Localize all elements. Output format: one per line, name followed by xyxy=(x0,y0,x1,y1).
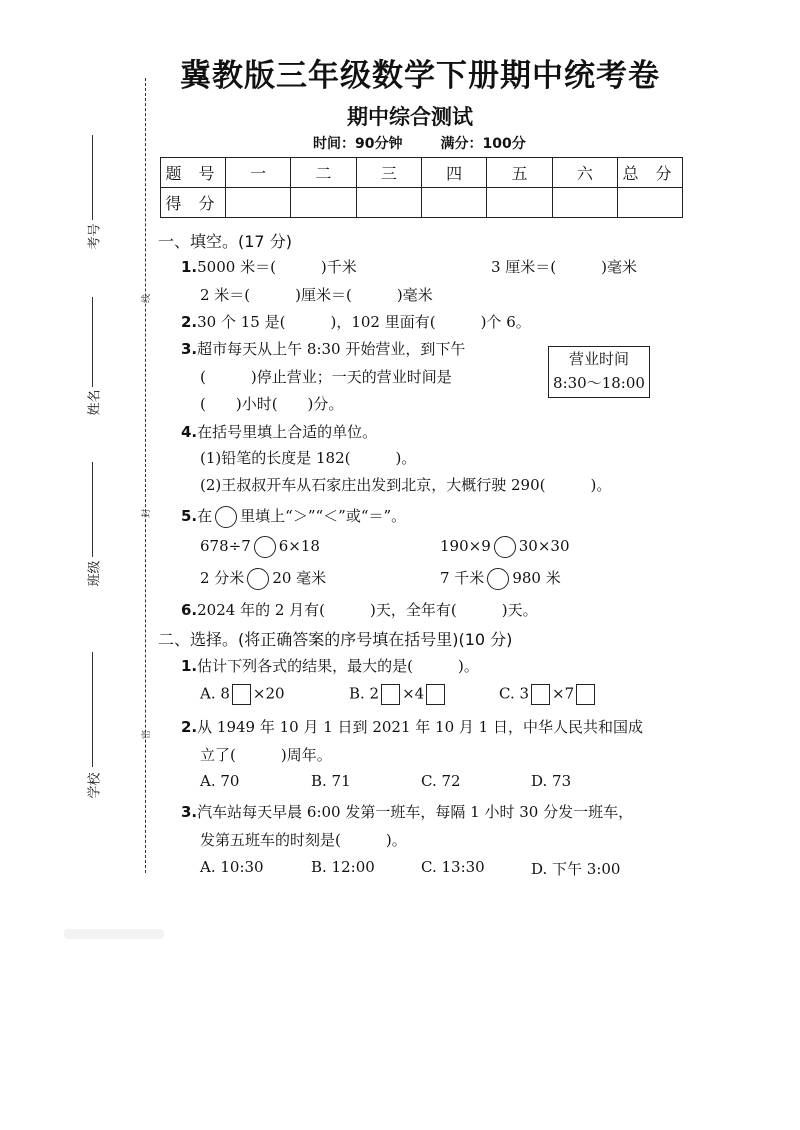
option-a xyxy=(200,684,285,705)
class-line xyxy=(92,462,93,557)
compare-right: 20 毫米 xyxy=(272,569,327,587)
question-text: 超市每天从上午 8:30 开始营业，到下午 xyxy=(197,340,466,358)
question-number: 3. xyxy=(181,340,198,358)
question-text: 5000 米＝( )千米 xyxy=(197,258,357,276)
option-text: ×20 xyxy=(252,684,285,703)
option-d: D. 73 xyxy=(531,772,572,790)
school-line xyxy=(92,652,93,767)
business-hours-title: 营业时间 xyxy=(568,350,629,368)
class-label: 班级 xyxy=(87,560,103,587)
option-text: A. 8 xyxy=(200,684,230,703)
compare-left: 2 分米 xyxy=(200,569,245,587)
option-text: B. 2 xyxy=(349,684,380,703)
option-c: C. 72 xyxy=(421,772,461,790)
compare-left: 190×9 xyxy=(440,537,491,555)
seal-mark: 线 xyxy=(142,293,153,304)
compare-circle-icon xyxy=(215,506,237,528)
business-hours-time: 8:30～18:00 xyxy=(553,374,645,392)
question-1-3b: ( )停止营业；一天的营业时间是 xyxy=(200,368,452,386)
question-1-5 xyxy=(181,505,406,528)
question-1-1 xyxy=(181,256,357,277)
question-number: 2. xyxy=(181,718,198,736)
option-b: B. 71 xyxy=(311,772,351,790)
option-a: A. 10:30 xyxy=(200,858,264,876)
exam-info xyxy=(313,133,526,153)
question-1-6 xyxy=(181,599,538,620)
question-2-1 xyxy=(181,655,479,676)
score-table-cell: 三 xyxy=(356,158,421,188)
question-number: 2. xyxy=(181,313,198,331)
question-1-4 xyxy=(181,421,377,442)
score-table-cell: 题 号 xyxy=(161,158,226,188)
option-text: ×4 xyxy=(402,684,425,703)
question-text: 2024 年的 2 月有( )天，全年有( )天。 xyxy=(197,601,538,619)
question-1-4-2: (2)王叔叔开车从石家庄出发到北京，大概行驶 290( )。 xyxy=(200,476,612,494)
school-label: 学校 xyxy=(87,772,103,799)
question-text: 估计下列各式的结果，最大的是( )。 xyxy=(197,657,479,675)
option-c: C. 13:30 xyxy=(421,858,485,876)
question-text: 在 xyxy=(197,507,213,525)
score-table-cell: 五 xyxy=(487,158,552,188)
score-table-header-row xyxy=(161,158,683,188)
compare-circle-input[interactable] xyxy=(494,536,516,558)
compare-circle-input[interactable] xyxy=(254,536,276,558)
compare-row xyxy=(440,536,570,558)
name-label: 姓名 xyxy=(87,389,103,416)
score-input-cell[interactable] xyxy=(291,188,356,218)
compare-row xyxy=(200,567,326,590)
question-1-3c: ( )小时( )分。 xyxy=(200,395,344,413)
score-input-cell[interactable] xyxy=(421,188,486,218)
section2-heading: 二、选择。(将正确答案的序号填在括号里)(10 分) xyxy=(158,630,513,649)
question-number: 6. xyxy=(181,601,198,619)
option-b xyxy=(349,684,447,705)
digit-box-input[interactable] xyxy=(232,684,251,705)
score-input-cell[interactable] xyxy=(487,188,552,218)
question-1-4-1: (1)铅笔的长度是 182( )。 xyxy=(200,449,417,467)
score-input-cell[interactable] xyxy=(552,188,617,218)
question-text: 汽车站每天早晨 6:00 发第一班车，每隔 1 小时 30 分发一班车， xyxy=(197,803,634,821)
compare-right: 30×30 xyxy=(518,537,570,555)
question-number: 3. xyxy=(181,803,198,821)
question-2-2 xyxy=(181,716,643,737)
option-b: B. 12:00 xyxy=(311,858,375,876)
question-number: 5. xyxy=(181,507,198,525)
section1-heading: 一、填空。(17 分) xyxy=(158,232,292,251)
question-number: 1. xyxy=(181,258,198,276)
question-1-2 xyxy=(181,311,531,332)
question-2-3b: 发第五班车的时刻是( )。 xyxy=(200,831,407,849)
question-text: 从 1949 年 10 月 1 日到 2021 年 10 月 1 日，中华人民共和国成 xyxy=(197,718,643,736)
question-1-1c: 2 米＝( )厘米＝( )毫米 xyxy=(200,286,433,304)
score-input-cell[interactable] xyxy=(356,188,421,218)
option-text: ×7 xyxy=(552,684,575,703)
digit-box-input[interactable] xyxy=(381,684,400,705)
score-table xyxy=(160,157,683,218)
digit-box-input[interactable] xyxy=(426,684,445,705)
exam-title: 冀教版三年级数学下册期中统考卷 xyxy=(180,58,660,94)
score-table-cell: 总 分 xyxy=(618,158,683,188)
option-c xyxy=(499,684,597,705)
score-table-score-row xyxy=(161,188,683,218)
question-text: 在括号里填上合适的单位。 xyxy=(197,423,378,441)
score-input-cell[interactable] xyxy=(618,188,683,218)
score-input-cell[interactable] xyxy=(226,188,291,218)
seal-dashed-line xyxy=(145,78,146,873)
compare-right: 6×18 xyxy=(278,537,320,555)
score-table-cell: 二 xyxy=(291,158,356,188)
option-a: A. 70 xyxy=(200,772,240,790)
question-2-2b: 立了( )周年。 xyxy=(200,746,332,764)
score-table-cell: 一 xyxy=(226,158,291,188)
exam-subtitle: 期中综合测试 xyxy=(347,105,473,129)
exam-time: 时间：90分钟 xyxy=(313,136,403,152)
business-hours-box xyxy=(548,346,650,398)
compare-circle-input[interactable] xyxy=(487,568,509,590)
exam-number-label: 考号 xyxy=(87,223,103,250)
compare-left: 678÷7 xyxy=(200,537,251,555)
score-table-cell: 得 分 xyxy=(161,188,226,218)
compare-left: 7 千米 xyxy=(440,569,485,587)
seal-mark: 封 xyxy=(142,508,153,519)
digit-box-input[interactable] xyxy=(576,684,595,705)
scan-smudge xyxy=(64,929,164,939)
question-2-3 xyxy=(181,801,633,822)
compare-right: 980 米 xyxy=(512,569,561,587)
question-number: 1. xyxy=(181,657,198,675)
compare-row xyxy=(440,567,561,590)
option-d: D. 下午 3:00 xyxy=(531,860,621,878)
seal-mark: 密 xyxy=(142,729,153,740)
name-line xyxy=(92,297,93,387)
question-text: 里填上“＞”“＜”或“＝”。 xyxy=(240,507,407,525)
question-number: 4. xyxy=(181,423,198,441)
question-1-3 xyxy=(181,338,465,359)
exam-full-score: 满分：100分 xyxy=(440,136,526,152)
score-table-cell: 四 xyxy=(421,158,486,188)
question-text: 30 个 15 是( )，102 里面有( )个 6。 xyxy=(197,313,531,331)
compare-row xyxy=(200,536,320,558)
score-table-cell: 六 xyxy=(552,158,617,188)
option-text: C. 3 xyxy=(499,684,530,703)
question-1-1b: 3 厘米＝( )毫米 xyxy=(491,258,638,276)
exam-number-line xyxy=(92,135,93,220)
digit-box-input[interactable] xyxy=(531,684,550,705)
compare-circle-input[interactable] xyxy=(247,568,269,590)
